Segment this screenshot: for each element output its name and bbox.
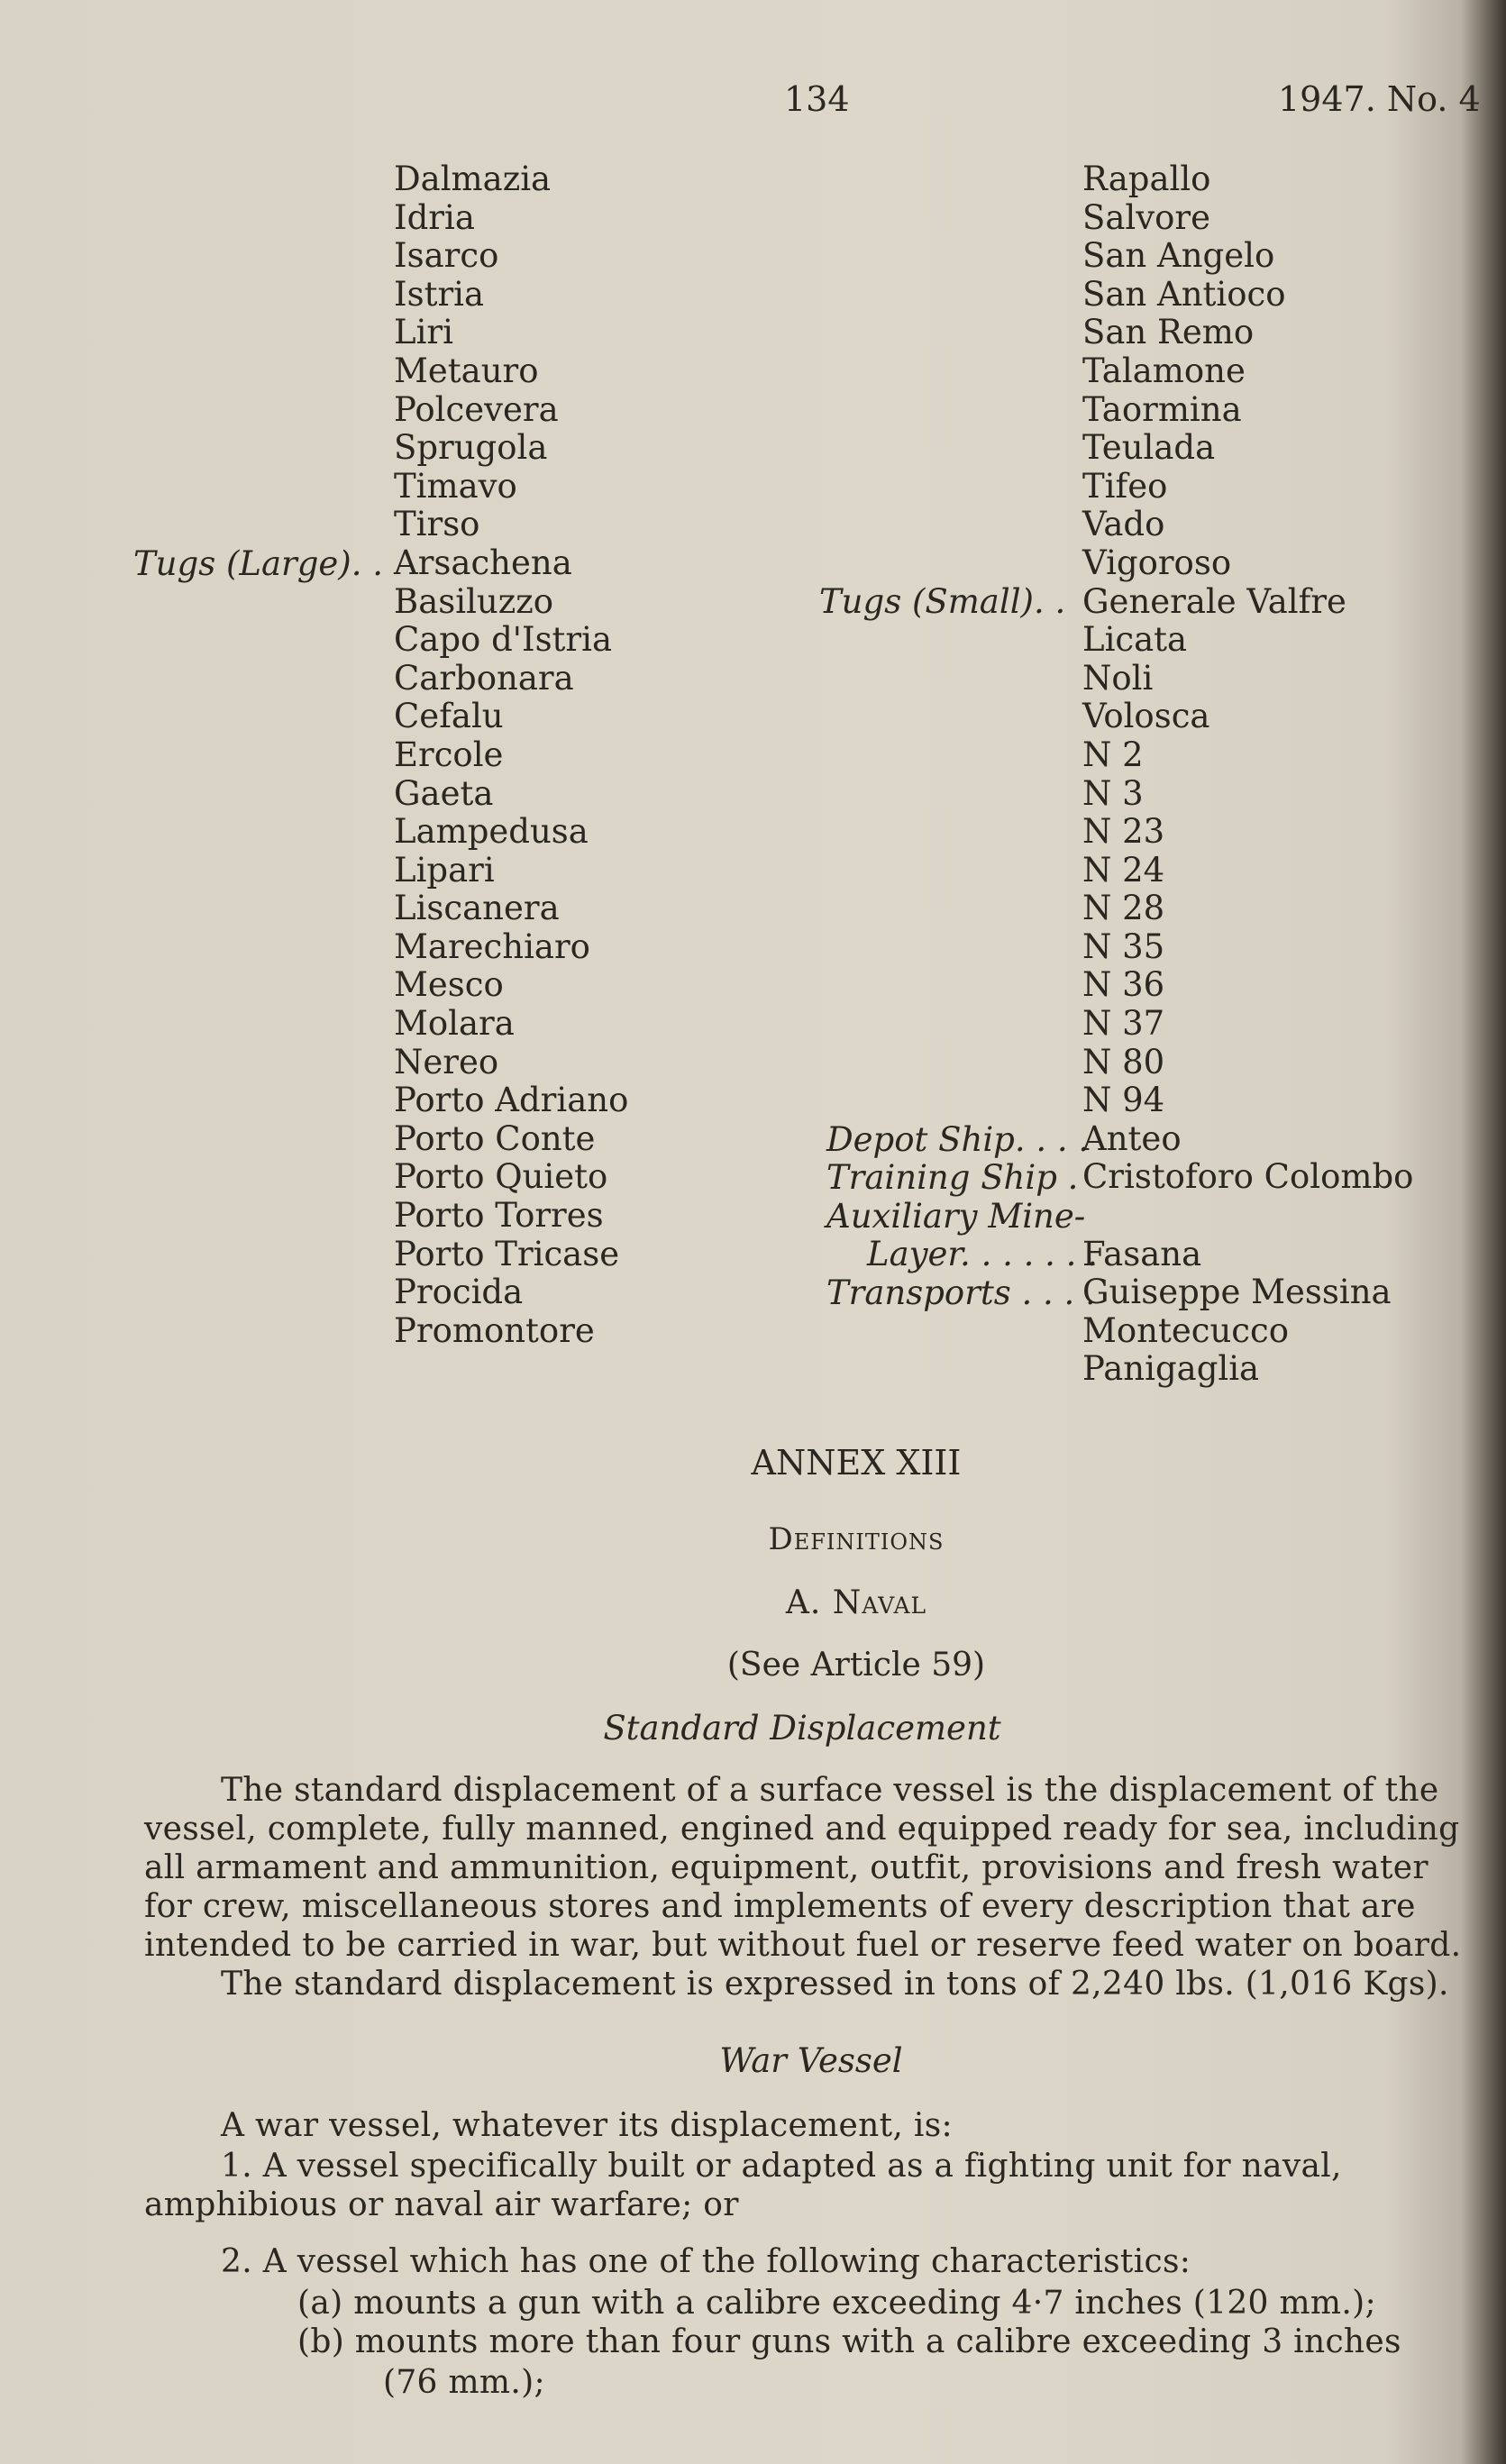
list-item: Dalmazia — [394, 160, 552, 198]
list-item: Porto Adriano — [394, 1081, 629, 1120]
list-item — [1082, 1197, 1413, 1236]
list-item: N 35 — [1082, 926, 1165, 966]
list-item: Anteo — [1082, 1118, 1182, 1158]
paragraph-line: (76 mm.); — [383, 2364, 545, 2401]
paragraph-line: intended to be carried in war, but without fuel or reserve feed water on board. — [144, 1927, 1462, 1964]
list-item: Vigoroso — [1082, 543, 1232, 582]
list-item: Talamone — [1082, 351, 1246, 390]
category-tugs-small: Tugs (Small). . — [819, 582, 1066, 621]
list-item: Lipari — [394, 850, 495, 890]
paragraph-line: A war vessel, whatever its displacement, is: — [221, 2107, 953, 2144]
paragraph-line: amphibious or naval air warfare; or — [144, 2186, 739, 2223]
list-item: Salvore — [1082, 197, 1211, 237]
category-transports: Transports . . . . — [826, 1273, 1096, 1312]
category-layer: Layer. . . . . . . — [867, 1235, 1098, 1273]
list-item: Mesco — [394, 965, 504, 1005]
year-number: 1947. No. 4 — [1278, 79, 1481, 119]
list-item: Tirso — [394, 505, 480, 544]
list-item: Procida — [394, 1273, 524, 1312]
paragraph-line: (a) mounts a gun with a calibre exceeding 4·7 inches (120 mm.); — [297, 2285, 1376, 2322]
definitions-heading: Definitions — [768, 1521, 945, 1557]
standard-displacement-heading: Standard Displacement — [603, 1709, 1001, 1748]
vessel-list-right — [1082, 160, 1413, 1389]
paragraph-line: 2. A vessel which has one of the following characteristics: — [221, 2243, 1191, 2280]
list-item: Istria — [394, 274, 485, 314]
list-item: Lampedusa — [394, 812, 589, 852]
paragraph-line: 1. A vessel specifically built or adapted as a fighting unit for naval, — [221, 2148, 1342, 2185]
paragraph-line: (b) mounts more than four guns with a calibre exceeding 3 inches — [297, 2323, 1401, 2360]
list-item: Montecucco — [1082, 1310, 1290, 1350]
list-item: Fasana — [1082, 1234, 1202, 1273]
list-item: Panigaglia — [1082, 1349, 1260, 1389]
category-auxiliary-mine: Auxiliary Mine- — [826, 1197, 1086, 1236]
list-item: Tifeo — [1082, 466, 1168, 506]
category-tugs-large: Tugs (Large). . — [133, 544, 383, 583]
list-item: Rapallo — [1082, 160, 1211, 198]
list-item: N 94 — [1082, 1081, 1165, 1120]
list-item: Porto Quieto — [394, 1157, 608, 1197]
list-item: Gaeta — [394, 773, 494, 813]
list-item: Idria — [394, 197, 475, 237]
list-item: N 28 — [1082, 889, 1165, 928]
list-item: Cristoforo Colombo — [1082, 1157, 1414, 1197]
list-item: Polcevera — [394, 389, 559, 429]
paragraph-line: vessel, complete, fully manned, engined and equipped ready for sea, including — [144, 1811, 1460, 1848]
paragraph-line: all armament and ammunition, equipment, outfit, provisions and fresh water — [144, 1849, 1428, 1886]
list-item: Capo d'Istria — [394, 620, 612, 660]
paragraph-line: The standard displacement of a surface vessel is the displacement of the — [221, 1772, 1439, 1809]
list-item: Guiseppe Messina — [1082, 1273, 1392, 1312]
list-item: Sprugola — [394, 428, 548, 468]
list-item: Molara — [394, 1004, 515, 1044]
list-item: Nereo — [394, 1042, 499, 1081]
category-training-ship: Training Ship . — [826, 1158, 1079, 1197]
list-item: Marechiaro — [394, 926, 590, 966]
list-item: Metauro — [394, 351, 539, 390]
list-item: Porto Conte — [394, 1118, 596, 1158]
list-item: N 3 — [1082, 773, 1144, 813]
list-item: N 24 — [1082, 850, 1165, 890]
list-item: San Remo — [1082, 313, 1255, 352]
annex-title: ANNEX XIII — [751, 1443, 962, 1483]
list-item: Carbonara — [394, 658, 574, 698]
paragraph-line: The standard displacement is expressed in tons of 2,240 lbs. (1,016 Kgs). — [221, 1966, 1449, 2003]
see-article: (See Article 59) — [726, 1647, 986, 1684]
list-item: Cefalu — [394, 697, 504, 736]
paragraph-line: for crew, miscellaneous stores and implements of every description that are — [144, 1888, 1416, 1925]
war-vessel-heading: War Vessel — [719, 2041, 903, 2080]
list-item: N 37 — [1082, 1004, 1165, 1044]
list-item: San Angelo — [1082, 236, 1275, 276]
list-item: Porto Torres — [394, 1196, 604, 1236]
list-item: San Antioco — [1082, 274, 1286, 314]
vessel-list-left — [394, 160, 628, 1350]
list-item: Porto Tricase — [394, 1234, 620, 1273]
list-item: Ercole — [394, 735, 504, 774]
list-item: Isarco — [394, 236, 499, 276]
list-item: Licata — [1082, 620, 1188, 660]
list-item: Vado — [1082, 505, 1165, 544]
naval-heading: A. Naval — [785, 1584, 927, 1621]
list-item: Timavo — [394, 466, 517, 506]
list-item: Teulada — [1082, 428, 1216, 468]
list-item: N 80 — [1082, 1042, 1165, 1081]
page-number: 134 — [784, 79, 850, 119]
list-item: Taormina — [1082, 389, 1242, 429]
list-item: Generale Valfre — [1082, 581, 1346, 621]
list-item: Liri — [394, 313, 453, 352]
list-item: Basiluzzo — [394, 581, 553, 621]
category-depot-ship: Depot Ship. . . . — [826, 1120, 1090, 1159]
list-item: Arsachena — [394, 543, 572, 582]
list-item: N 2 — [1082, 735, 1144, 774]
list-item: Promontore — [394, 1310, 595, 1350]
list-item: Noli — [1082, 658, 1154, 698]
list-item: N 23 — [1082, 812, 1165, 852]
list-item: Volosca — [1082, 697, 1210, 736]
list-item: N 36 — [1082, 965, 1165, 1005]
list-item: Liscanera — [394, 889, 560, 928]
